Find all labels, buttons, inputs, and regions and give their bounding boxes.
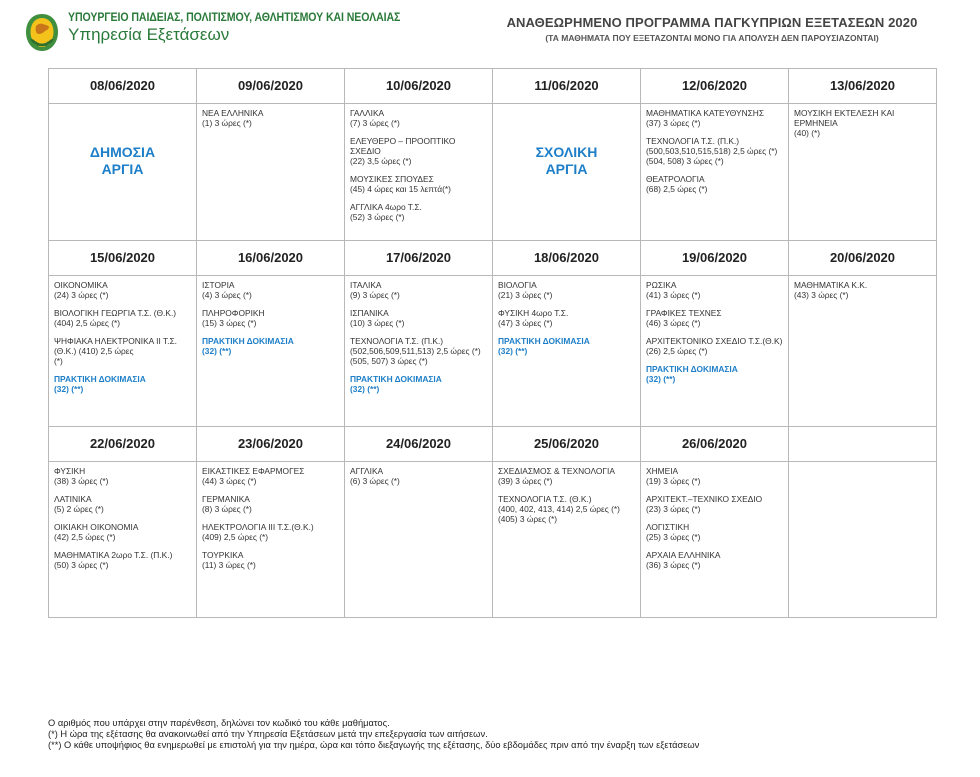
subject-name: ΤΕΧΝΟΛΟΓΙΑ Τ.Σ. (Π.Κ.) [646,136,740,146]
subject-name: ΧΗΜΕΙΑ [646,466,679,476]
subject-name: ΤΟΥΡΚΙΚΑ [202,550,244,560]
exam-schedule-table [48,68,937,618]
day-cell [641,462,789,618]
day-cell [493,462,641,618]
subject-detail: (22) 3,5 ώρες (*) [350,156,412,166]
footnote: Ο αριθμός που υπάρχει στην παρένθεση, δηλώνει τον κωδικό του κάθε μαθήματος. [48,718,390,728]
exam-subject [54,308,191,328]
practical-test-note: ΠΡΑΚΤΙΚΗ ΔΟΚΙΜΑΣΙΑ (32) (**) [350,374,442,394]
date-row [49,241,937,276]
date-header: 16/06/2020 [197,241,345,276]
date-header: 12/06/2020 [641,69,789,104]
exam-subject [646,174,783,194]
subject-detail: (37) 3 ώρες (*) [646,118,701,128]
subject-detail: (*) [54,356,63,366]
document-title: ΑΝΑΘΕΩΡΗΜΕΝΟ ΠΡΟΓΡΑΜΜΑ ΠΑΓΚΥΠΡΙΩΝ ΕΞΕΤΑΣΕΩΝ 2020 [506,15,918,30]
cyprus-emblem-icon [22,10,62,54]
subject-detail: (405) 3 ώρες (*) [498,514,558,524]
practical-test-note: ΠΡΑΚΤΙΚΗ ΔΟΚΙΜΑΣΙΑ (32) (**) [54,374,146,394]
subject-name: ΑΓΓΛΙΚΑ 4ωρο Τ.Σ. [350,202,422,212]
practical-test-note: ΠΡΑΚΤΙΚΗ ΔΟΚΙΜΑΣΙΑ (32) (**) [498,336,590,356]
day-cell [345,104,493,241]
subject-name: ΒΙΟΛΟΓΙΑ [498,280,537,290]
subject-name: ΡΩΣΙΚΑ [646,280,677,290]
exam-subject [646,308,783,328]
subject-detail: (502,506,509,511,513) 2,5 ώρες (*) [350,346,481,356]
subject-detail: (9) 3 ώρες (*) [350,290,400,300]
subject-detail: (4) 3 ώρες (*) [202,290,252,300]
subject-detail: (26) 2,5 ώρες (*) [646,346,708,356]
exam-subject [646,494,783,514]
subject-name: ΕΙΚΑΣΤΙΚΕΣ ΕΦΑΡΜΟΓΕΣ [202,466,305,476]
subject-name: ΤΕΧΝΟΛΟΓΙΑ Τ.Σ. (Π.Κ.) [350,336,444,346]
exam-subject [202,466,339,486]
exam-subject [646,550,783,570]
date-header: 10/06/2020 [345,69,493,104]
subject-name: ΤΕΧΝΟΛΟΓΙΑ Τ.Σ. (Θ.Κ.) [498,494,592,504]
subject-name: ΛΑΤΙΝΙΚΑ [54,494,92,504]
page-header [22,8,962,58]
subject-detail: (47) 3 ώρες (*) [498,318,553,328]
exam-subject [350,174,487,194]
date-header: 25/06/2020 [493,427,641,462]
subject-detail: (11) 3 ώρες (*) [202,560,256,570]
day-cell [493,276,641,427]
subject-detail: (25) 3 ώρες (*) [646,532,701,542]
subject-name: ΣΧΕΔΙΑΣΜΟΣ & ΤΕΧΝΟΛΟΓΙΑ [498,466,615,476]
footnotes [48,718,948,751]
exam-subject [646,522,783,542]
subject-name: ΟΙΚΙΑΚΗ ΟΙΚΟΝΟΜΙΑ [54,522,139,532]
subject-name: ΓΡΑΦΙΚΕΣ ΤΕΧΝΕΣ [646,308,722,318]
day-cell [345,276,493,427]
day-cell [197,462,345,618]
public-holiday-label: ΔΗΜΟΣΙΑ ΑΡΓΙΑ [89,144,156,177]
subject-detail: (40) (*) [794,128,821,138]
date-header: 17/06/2020 [345,241,493,276]
subject-name: ΦΥΣΙΚΗ [54,466,86,476]
subject-name: ΑΡΧΙΤΕΚΤΟΝΙΚΟ ΣΧΕΔΙΟ Τ.Σ.(Θ.Κ) [646,336,783,346]
subject-name: ΑΡΧΙΤΕΚΤ.–ΤΕΧΝΙΚΟ ΣΧΕΔΙΟ [646,494,763,504]
subject-detail: (39) 3 ώρες (*) [498,476,553,486]
exam-subject [350,308,487,328]
footnote: (*) Η ώρα της εξέτασης θα ανακοινωθεί από την Υπηρεσία Εξετάσεων μετά την επεξεργασία των αιτήσεων. [48,729,488,739]
exam-subject [54,550,191,570]
subject-name: ΦΥΣΙΚΗ 4ωρο Τ.Σ. [498,308,569,318]
subject-detail: (44) 3 ώρες (*) [202,476,257,486]
day-cell [49,276,197,427]
exam-subject [350,136,487,166]
subject-detail: (1) 3 ώρες (*) [202,118,252,128]
exam-subject [794,280,931,300]
subject-name: ΜΑΘΗΜΑΤΙΚΑ ΚΑΤΕΥΘΥΝΣΗΣ [646,108,765,118]
subject-name: ΘΕΑΤΡΟΛΟΓΙΑ [646,174,705,184]
subject-detail: (21) 3 ώρες (*) [498,290,553,300]
day-cell [197,104,345,241]
exam-subject [350,280,487,300]
day-cell [345,462,493,618]
exam-subject [646,336,783,356]
subject-detail: (404) 2,5 ώρες (*) [54,318,121,328]
subject-detail: (46) 3 ώρες (*) [646,318,701,328]
subject-name: ΑΓΓΛΙΚΑ [350,466,384,476]
date-header: 13/06/2020 [789,69,937,104]
subject-detail: (15) 3 ώρες (*) [202,318,257,328]
day-cell [641,276,789,427]
exam-subject [646,108,783,128]
day-cell [789,462,937,618]
date-header: 24/06/2020 [345,427,493,462]
subject-name: ΗΛΕΚΤΡΟΛΟΓΙΑ ΙΙΙ Τ.Σ.(Θ.Κ.) [202,522,314,532]
document-subtitle: (ΤΑ ΜΑΘΗΜΑΤΑ ΠΟΥ ΕΞΕΤΑΖΟΝΤΑΙ ΜΟΝΟ ΓΙΑ ΑΠΟΛΥΣΗ ΔΕΝ ΠΑΡΟΥΣΙΑΖΟΝΤΑΙ) [545,33,879,43]
subject-detail: (24) 3 ώρες (*) [54,290,109,300]
subject-detail: (41) 3 ώρες (*) [646,290,701,300]
school-holiday-label: ΣΧΟΛΙΚΗ ΑΡΓΙΑ [535,144,598,177]
date-header: 22/06/2020 [49,427,197,462]
exam-subject [202,308,339,328]
subject-name: ΝΕΑ ΕΛΛΗΝΙΚΑ [202,108,264,118]
subject-name: ΙΣΠΑΝΙΚΑ [350,308,389,318]
exam-subject [350,336,487,366]
exam-subject [54,522,191,542]
exam-subject [54,494,191,514]
footnote: (**) Ο κάθε υποψήφιος θα ενημερωθεί με επιστολή για την ημέρα, ώρα και τόπο διεξαγωγής της εξέτασης, δύο εβδομάδες πριν από την έναρξη των εξετάσεων [48,740,700,750]
subject-detail: (36) 3 ώρες (*) [646,560,701,570]
date-header: 26/06/2020 [641,427,789,462]
date-header: 08/06/2020 [49,69,197,104]
subject-detail: (500,503,510,515,518) 2,5 ώρες (*) [646,146,778,156]
subject-detail: (10) 3 ώρες (*) [350,318,405,328]
subject-detail: (19) 3 ώρες (*) [646,476,701,486]
subject-name: ΓΑΛΛΙΚΑ [350,108,385,118]
subject-detail: (6) 3 ώρες (*) [350,476,400,486]
subject-name: ΒΙΟΛΟΓΙΚΗ ΓΕΩΡΓΙΑ Τ.Σ. (Θ.Κ.) [54,308,177,318]
exam-subject [498,280,635,300]
subject-name: ΙΤΑΛΙΚΑ [350,280,382,290]
exam-subject [498,466,635,486]
date-header: 23/06/2020 [197,427,345,462]
subject-name: ΓΕΡΜΑΝΙΚΑ [202,494,250,504]
exam-subject [202,550,339,570]
date-row [49,427,937,462]
subject-name: ΜΟΥΣΙΚΗ ΕΚΤΕΛΕΣΗ ΚΑΙ ΕΡΜΗΝΕΙΑ [794,108,895,128]
subject-name: ΠΛΗΡΟΦΟΡΙΚΗ [202,308,265,318]
subject-detail: (23) 3 ώρες (*) [646,504,701,514]
exam-subject [54,466,191,486]
subject-name: ΕΛΕΥΘΕΡΟ – ΠΡΟΟΠΤΙΚΟ ΣΧΕΔΙΟ [350,136,456,156]
subject-name: ΑΡΧΑΙΑ ΕΛΛΗΝΙΚΑ [646,550,721,560]
day-cell [49,462,197,618]
subject-detail: (8) 3 ώρες (*) [202,504,252,514]
practical-test-note: ΠΡΑΚΤΙΚΗ ΔΟΚΙΜΑΣΙΑ (32) (**) [646,364,738,384]
subject-name: ΟΙΚΟΝΟΜΙΚΑ [54,280,108,290]
ministry-subtitle: Υπηρεσία Εξετάσεων [68,25,230,44]
exam-subject [202,108,339,128]
day-cell [197,276,345,427]
day-cell [493,104,641,241]
date-header: 15/06/2020 [49,241,197,276]
subject-name: ΨΗΦΙΑΚΑ ΗΛΕΚΤΡΟΝΙΚΑ ΙΙ Τ.Σ. (Θ.Κ.) (410) 2,5 ώρες [54,336,177,356]
exam-subject [350,466,487,486]
subject-name: ΜΑΘΗΜΑΤΙΚΑ 2ωρο Τ.Σ. (Π.Κ.) [54,550,173,560]
exam-subject [646,466,783,486]
subject-detail: (50) 3 ώρες (*) [54,560,109,570]
ministry-title: ΥΠΟΥΡΓΕΙΟ ΠΑΙΔΕΙΑΣ, ΠΟΛΙΤΙΣΜΟΥ, ΑΘΛΗΤΙΣΜΟΥ ΚΑΙ ΝΕΟΛΑΙΑΣ [68,12,401,24]
subject-detail: (505, 507) 3 ώρες (*) [350,356,428,366]
day-cell [789,276,937,427]
date-header: 20/06/2020 [789,241,937,276]
subject-detail: (43) 3 ώρες (*) [794,290,849,300]
date-row [49,69,937,104]
subject-detail: (68) 2,5 ώρες (*) [646,184,708,194]
date-header [789,427,937,462]
exam-subject [350,202,487,222]
subject-detail: (5) 2 ώρες (*) [54,504,104,514]
day-cell [789,104,937,241]
subject-name: ΜΟΥΣΙΚΕΣ ΣΠΟΥΔΕΣ [350,174,434,184]
week-row [49,276,937,427]
exam-subject [646,280,783,300]
subject-detail: (504, 508) 3 ώρες (*) [646,156,724,166]
subject-name: ΛΟΓΙΣΤΙΚΗ [646,522,690,532]
day-cell [641,104,789,241]
exam-subject [498,308,635,328]
exam-subject [202,522,339,542]
week-row [49,104,937,241]
subject-name: ΜΑΘΗΜΑΤΙΚΑ Κ.Κ. [794,280,868,290]
exam-subject [794,108,931,138]
subject-detail: (45) 4 ώρες και 15 λεπτά(*) [350,184,451,194]
subject-detail: (52) 3 ώρες (*) [350,212,405,222]
exam-subject [54,336,191,366]
date-header: 18/06/2020 [493,241,641,276]
day-cell [49,104,197,241]
exam-subject [202,280,339,300]
exam-subject [646,136,783,166]
date-header: 11/06/2020 [493,69,641,104]
exam-subject [202,494,339,514]
week-row [49,462,937,618]
exam-subject [350,108,487,128]
subject-detail: (400, 402, 413, 414) 2,5 ώρες (*) [498,504,620,514]
subject-detail: (409) 2,5 ώρες (*) [202,532,269,542]
exam-subject [54,280,191,300]
date-header: 19/06/2020 [641,241,789,276]
subject-detail: (38) 3 ώρες (*) [54,476,109,486]
practical-test-note: ΠΡΑΚΤΙΚΗ ΔΟΚΙΜΑΣΙΑ (32) (**) [202,336,294,356]
subject-detail: (42) 2,5 ώρες (*) [54,532,116,542]
exam-subject [498,494,635,524]
subject-detail: (7) 3 ώρες (*) [350,118,400,128]
subject-name: ΙΣΤΟΡΙΑ [202,280,235,290]
date-header: 09/06/2020 [197,69,345,104]
